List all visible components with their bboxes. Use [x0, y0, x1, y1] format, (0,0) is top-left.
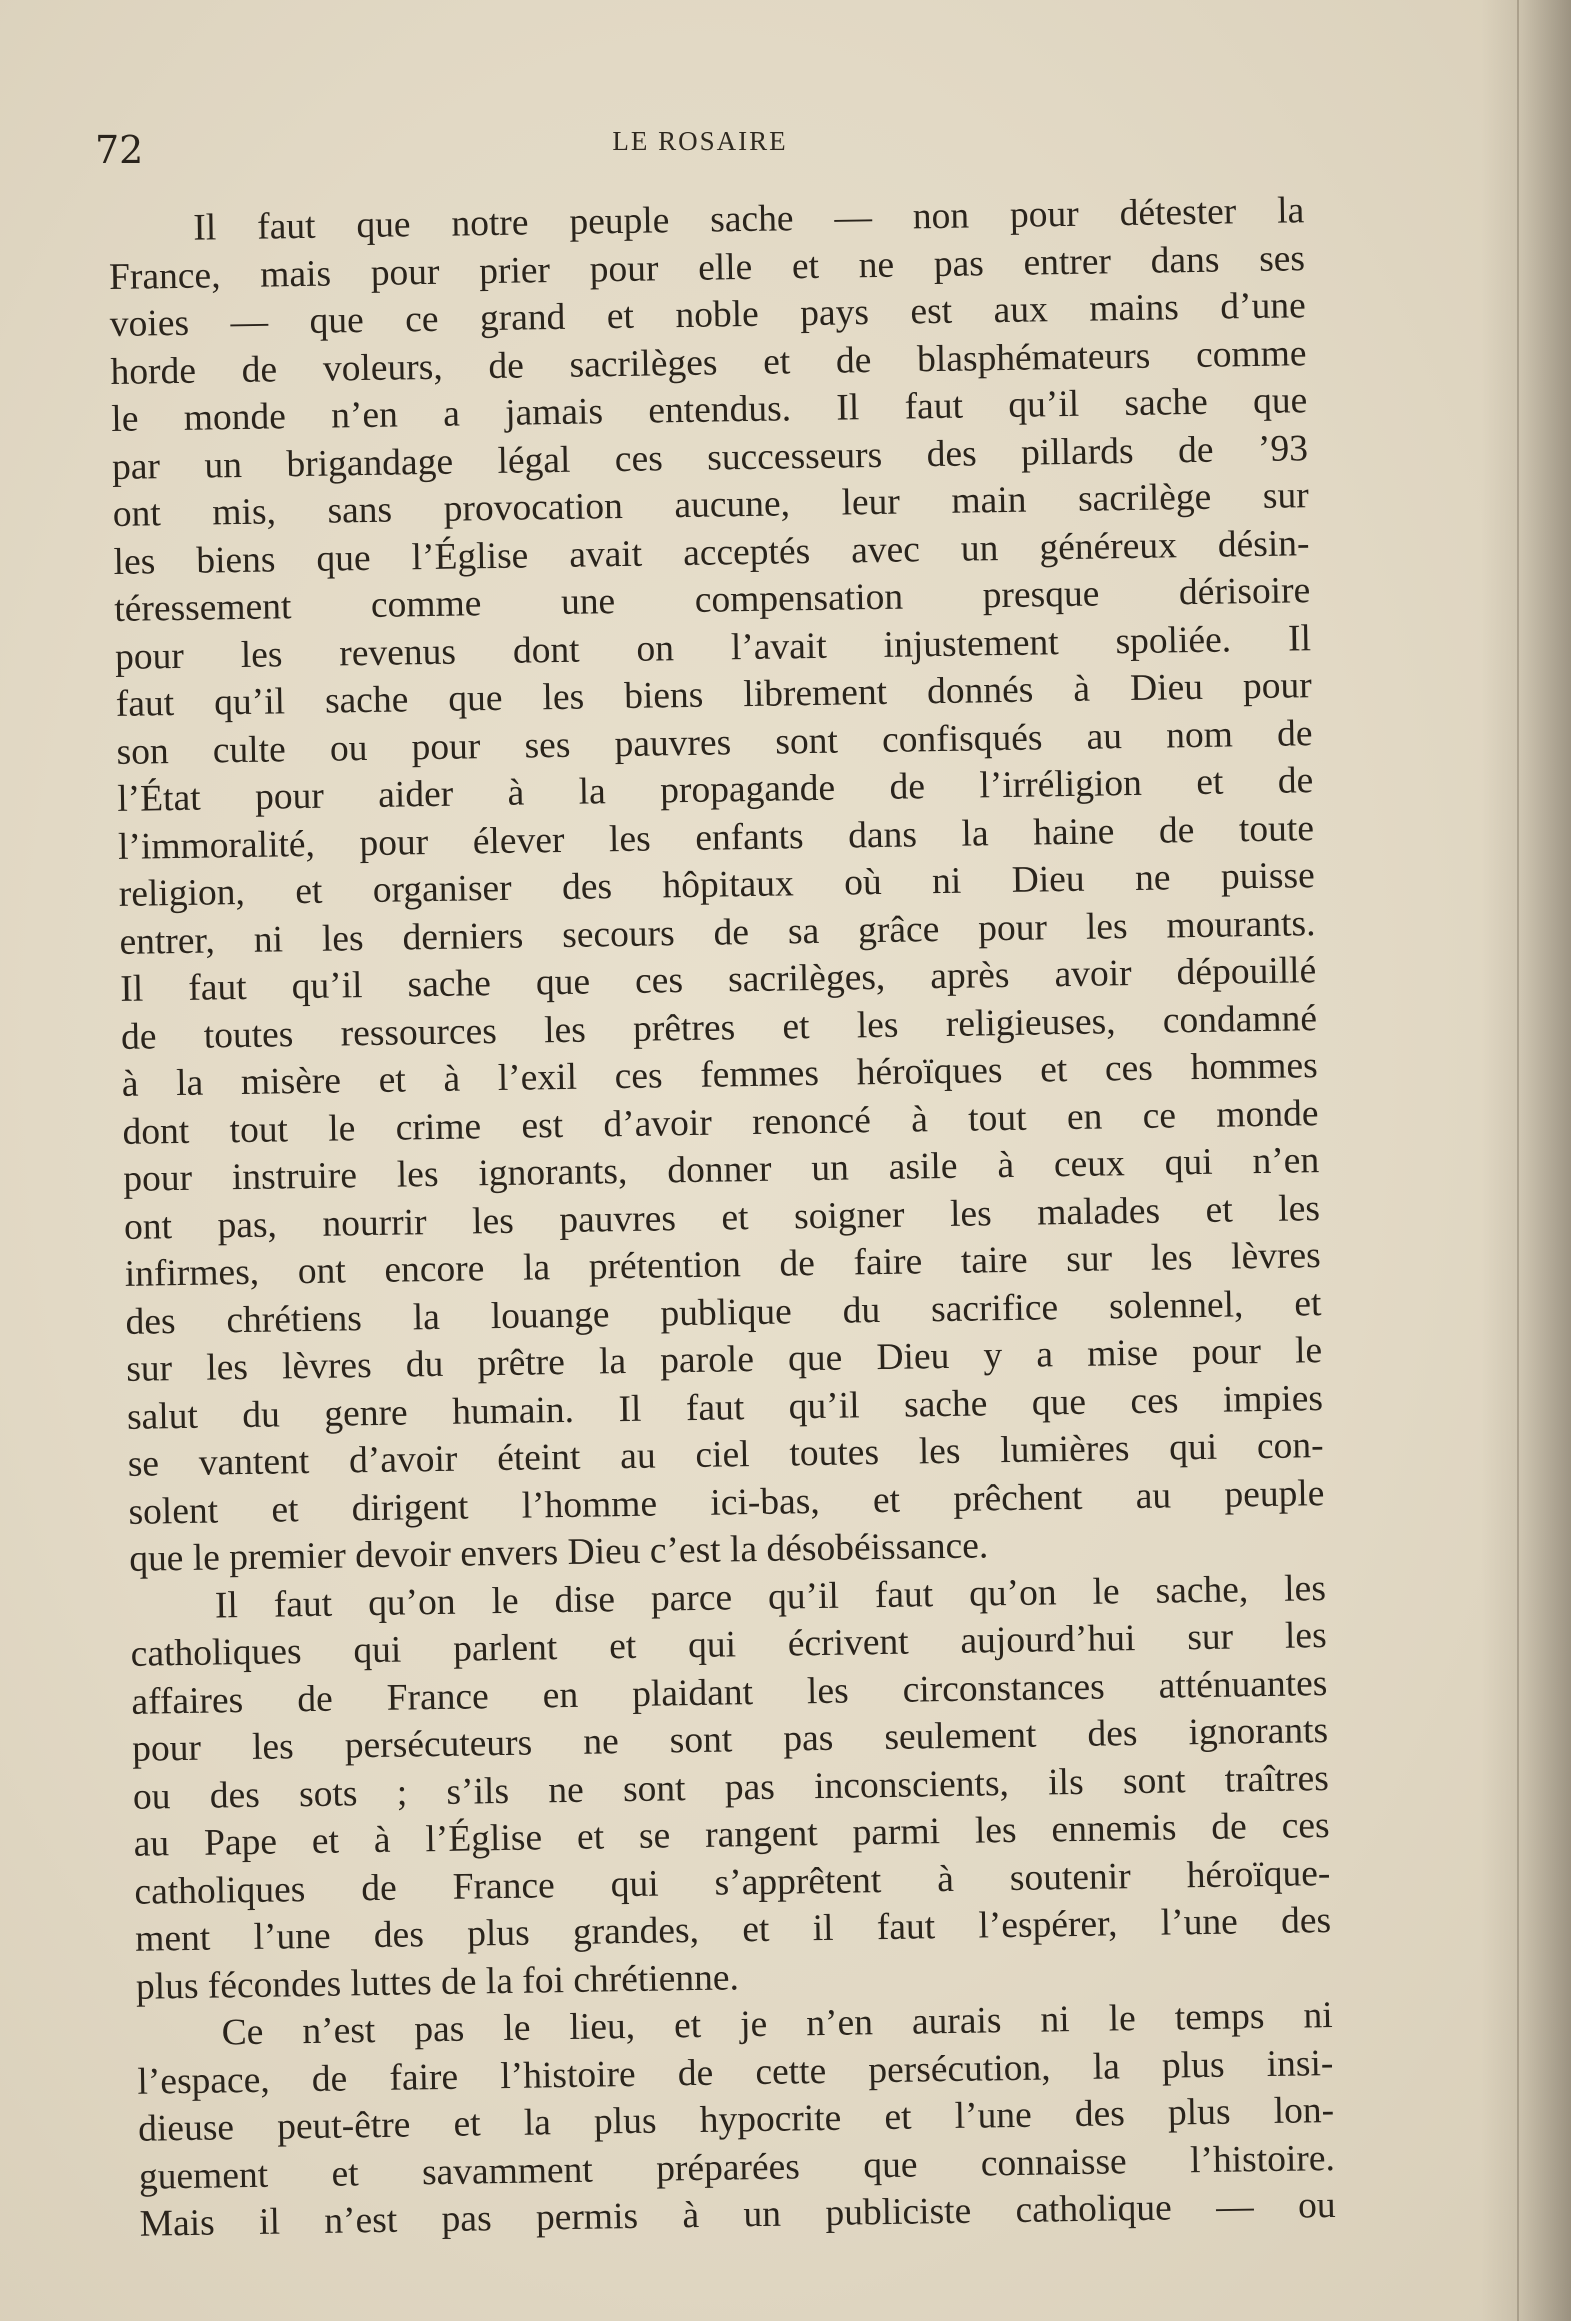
page-edge-line	[1517, 0, 1519, 2321]
text-line: le monde n’en a jamais entendus. Il faut qu’il sache que	[111, 380, 1308, 440]
text-line: téressement comme une compensation presque dérisoire	[114, 570, 1311, 630]
page-header	[95, 120, 1305, 180]
text-line: l’État pour aider à la propagande de l’irréligion et de	[117, 760, 1314, 820]
text-line: pour instruire les ignorants, donner un asile à ceux qui n’en	[122, 1140, 1320, 1200]
text-line: catholiques qui parlent et qui écrivent aujourd’hui sur les	[130, 1615, 1327, 1675]
text-line: infirmes, ont encore la prétention de faire taire sur les lèvres	[124, 1235, 1321, 1295]
text-line: se vantent d’avoir éteint au ciel toutes les lumières qui con-	[127, 1425, 1324, 1485]
text-line: des chrétiens la louange publique du sacrifice solennel, et	[125, 1282, 1322, 1343]
text-line: Il faut qu’on le dise parce qu’il faut qu’on le sache, les	[214, 1567, 1327, 1626]
text-line: ment l’une des plus grandes, et il faut l’espérer, l’une des	[134, 1900, 1332, 1960]
text-line: dieuse peut-être et la plus hypocrite et l’une des plus lon-	[137, 2089, 1335, 2150]
text-line: Il faut qu’il sache que ces sacrilèges, après avoir dépouillé	[119, 950, 1317, 1010]
text-line: pour les persécuteurs ne sont pas seulement des ignorants	[131, 1710, 1329, 1770]
text-line: l’espace, de faire l’histoire de cette persécution, la plus insi-	[137, 2042, 1334, 2103]
text-line: à la misère et à l’exil ces femmes héroïques et ces hommes	[121, 1045, 1318, 1105]
text-line: plus fécondes luttes de la foi chrétienne.	[135, 1956, 740, 2008]
text-line: solent et dirigent l’homme ici-bas, et prêchent au peuple	[128, 1472, 1325, 1533]
text-line: pour les revenus dont on l’avait injustement spoliée. Il	[114, 617, 1312, 678]
text-line: que le premier devoir envers Dieu c’est la désobéissance.	[128, 1525, 989, 1580]
text-line: France, mais pour prier pour elle et ne pas entrer dans ses	[108, 237, 1306, 298]
text-line: religion, et organiser des hôpitaux où ni Dieu ne puisse	[118, 855, 1315, 915]
text-line: son culte ou pour ses pauvres sont confisqués au nom de	[116, 712, 1313, 773]
text-line: faut qu’il sache que les biens librement donnés à Dieu pour	[115, 665, 1313, 725]
text-line: horde de voleurs, de sacrilèges et de blasphémateurs comme	[110, 332, 1307, 393]
text-line: affaires de France en plaidant les circonstances atténuantes	[131, 1662, 1328, 1723]
text-line: dont tout le crime est d’avoir renoncé à tout en ce monde	[122, 1092, 1319, 1153]
text-line: au Pape et à l’Église et se rangent parmi les ennemis de ces	[133, 1805, 1330, 1865]
text-line: de toutes ressources les prêtres et les religieuses, condamné	[120, 997, 1318, 1058]
text-line: entrer, ni les derniers secours de sa grâce pour les mourants.	[119, 902, 1316, 963]
text-line: voies — que ce grand et noble pays est aux mains d’une	[109, 285, 1307, 345]
text-line: ont mis, sans provocation aucune, leur main sacrilège sur	[112, 475, 1310, 535]
page-number: 72	[95, 128, 144, 172]
text-line: guement et savamment préparées que connaisse l’histoire.	[138, 2137, 1336, 2198]
page-edge-shadow	[1481, 0, 1571, 2321]
running-title: LE ROSAIRE	[612, 126, 788, 156]
text-line: salut du genre humain. Il faut qu’il sache que ces impies	[126, 1377, 1324, 1438]
text-line: les biens que l’Église avait acceptés avec un généreux désin-	[113, 522, 1310, 583]
text-line: l’immoralité, pour élever les enfants dans la haine de toute	[117, 807, 1315, 868]
text-line: catholiques de France qui s’apprêtent à soutenir héroïque-	[134, 1852, 1331, 1913]
text-line: Il faut que notre peuple sache — non pour détester la	[193, 190, 1305, 249]
text-line: Ce n’est pas le lieu, et je n’en aurais ni le temps ni	[221, 1994, 1333, 2054]
body-text	[108, 187, 1336, 2248]
text-line: Mais il n’est pas permis à un publiciste catholique — ou	[139, 2184, 1336, 2245]
text-line: sur les lèvres du prêtre la parole que Dieu y a mise pour le	[125, 1330, 1323, 1390]
text-line: par un brigandage légal ces successeurs des pillards de ’93	[111, 427, 1309, 488]
text-line: ont pas, nourrir les pauvres et soigner les malades et les	[123, 1187, 1321, 1248]
text-line: ou des sots ; s’ils ne sont pas inconscients, ils sont traîtres	[132, 1757, 1330, 1818]
